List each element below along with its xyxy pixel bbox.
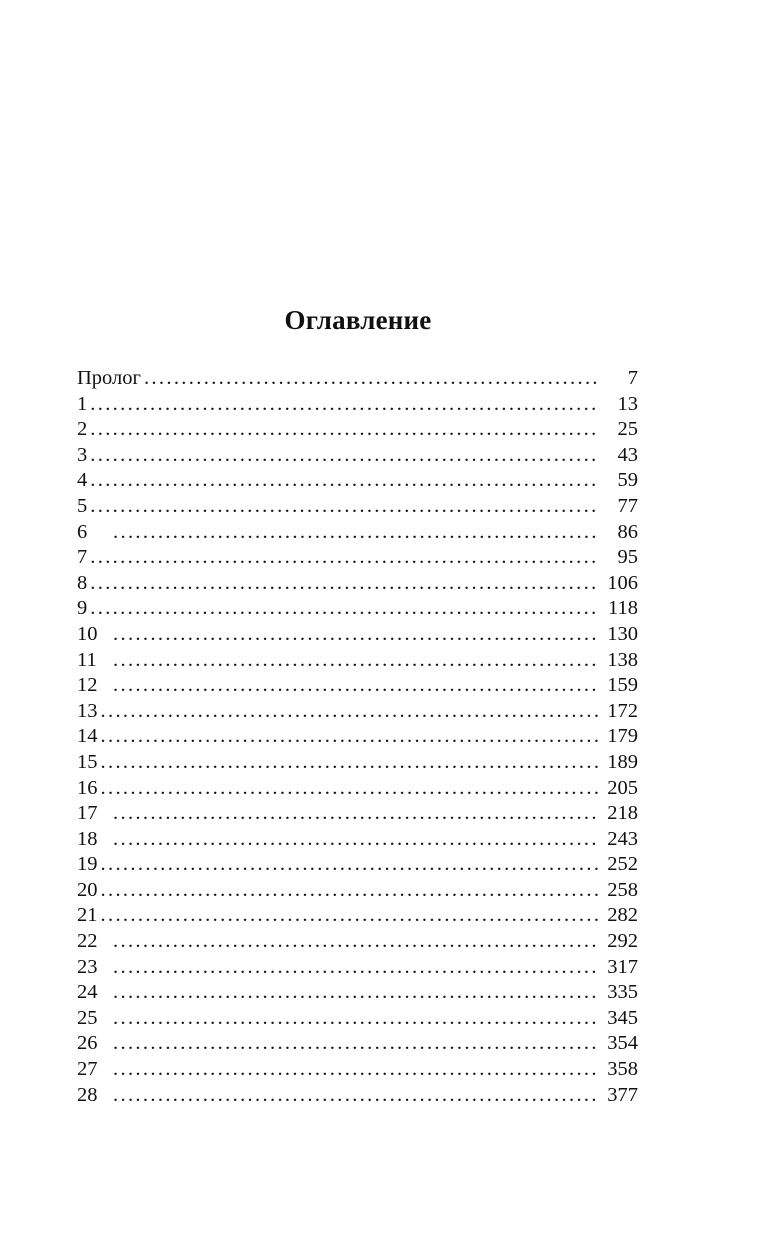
- toc-entry-label: 1: [77, 392, 88, 415]
- toc-entry[interactable]: [77, 878, 638, 904]
- toc-entry[interactable]: [77, 776, 638, 802]
- toc-entry-page: 118: [608, 597, 638, 620]
- toc-entry-page: 138: [607, 648, 638, 671]
- toc-entry-label: 4: [77, 469, 88, 492]
- toc-entry-page: 354: [607, 1032, 638, 1055]
- toc-entry[interactable]: [77, 827, 638, 853]
- toc-entry[interactable]: [77, 648, 638, 674]
- toc-entry-page: 335: [607, 981, 638, 1004]
- toc-leader-dots: [113, 827, 599, 853]
- toc-entry-page: 358: [607, 1058, 638, 1081]
- toc-entry-page: 292: [607, 930, 638, 953]
- toc-entry[interactable]: [77, 750, 638, 776]
- toc-leader-dots: [113, 622, 599, 648]
- toc-entry[interactable]: [77, 366, 638, 392]
- toc-leader-dots: [144, 366, 599, 392]
- toc-entry[interactable]: [77, 520, 638, 546]
- toc-entry-label: 16: [77, 776, 98, 799]
- toc-entry-label: 18: [77, 827, 98, 850]
- toc-entry-page: 218: [607, 802, 638, 825]
- toc-leader-dots: [101, 750, 600, 776]
- toc-entry-label: 23: [77, 955, 98, 978]
- toc-leader-dots: [90, 596, 599, 622]
- toc-entry-label: 20: [77, 878, 98, 901]
- toc-entry-page: 258: [607, 878, 638, 901]
- toc-leader-dots: [113, 520, 599, 546]
- toc-leader-dots: [113, 1057, 599, 1083]
- toc-entry-page: 43: [617, 443, 638, 466]
- toc-entry-page: 77: [617, 494, 638, 517]
- toc-entry-label: 5: [77, 494, 88, 517]
- toc-entry-page: 179: [607, 725, 638, 748]
- toc-entry-label: 11: [77, 648, 97, 671]
- toc-entry[interactable]: [77, 545, 638, 571]
- toc-entry[interactable]: [77, 1031, 638, 1057]
- toc-leader-dots: [90, 443, 599, 469]
- toc-entry-label: 3: [77, 443, 88, 466]
- table-of-contents: [77, 366, 638, 1108]
- toc-entry-label: 22: [77, 930, 98, 953]
- toc-entry-label: 12: [77, 674, 98, 697]
- toc-entry-page: 25: [617, 418, 638, 441]
- toc-entry-label: 9: [77, 597, 88, 620]
- toc-leader-dots: [113, 929, 599, 955]
- toc-entry-label: Пролог: [77, 367, 141, 389]
- toc-leader-dots: [113, 1006, 599, 1032]
- toc-entry[interactable]: [77, 955, 638, 981]
- toc-entry[interactable]: [77, 443, 638, 469]
- toc-entry-page: 243: [607, 827, 638, 850]
- toc-leader-dots: [101, 724, 600, 750]
- toc-leader-dots: [101, 699, 600, 725]
- toc-entry-label: 25: [77, 1006, 98, 1029]
- toc-entry-page: 86: [617, 520, 638, 543]
- toc-entry[interactable]: [77, 596, 638, 622]
- toc-entry-page: 317: [607, 955, 638, 978]
- toc-entry-label: 28: [77, 1083, 98, 1106]
- toc-entry[interactable]: [77, 980, 638, 1006]
- toc-entry-page: 282: [607, 904, 638, 927]
- toc-leader-dots: [113, 1083, 599, 1109]
- toc-entry-page: 159: [607, 674, 638, 697]
- toc-entry[interactable]: [77, 392, 638, 418]
- toc-entry[interactable]: [77, 1083, 638, 1109]
- toc-entry-label: 2: [77, 418, 88, 441]
- toc-entry[interactable]: [77, 622, 638, 648]
- toc-leader-dots: [113, 648, 599, 674]
- toc-leader-dots: [113, 1031, 599, 1057]
- toc-leader-dots: [90, 417, 599, 443]
- toc-leader-dots: [90, 545, 599, 571]
- toc-entry-label: 14: [77, 725, 98, 748]
- toc-entry[interactable]: [77, 903, 638, 929]
- toc-leader-dots: [113, 801, 599, 827]
- toc-entry[interactable]: [77, 1006, 638, 1032]
- toc-entry-page: 377: [607, 1083, 638, 1106]
- toc-leader-dots: [101, 776, 600, 802]
- toc-leader-dots: [90, 468, 599, 494]
- toc-leader-dots: [113, 673, 599, 699]
- toc-entry[interactable]: [77, 494, 638, 520]
- toc-entry-label: 21: [77, 904, 98, 927]
- toc-leader-dots: [101, 852, 600, 878]
- page-title: Оглавление: [284, 305, 432, 335]
- toc-entry[interactable]: [77, 417, 638, 443]
- toc-entry[interactable]: [77, 571, 638, 597]
- toc-entry-label: 13: [77, 699, 98, 722]
- toc-entry-label: 27: [77, 1058, 98, 1081]
- toc-entry-label: 7: [77, 546, 88, 569]
- toc-leader-dots: [90, 392, 599, 418]
- toc-leader-dots: [90, 494, 599, 520]
- toc-leader-dots: [113, 980, 599, 1006]
- toc-entry-label: 17: [77, 802, 98, 825]
- toc-leader-dots: [101, 878, 600, 904]
- toc-entry[interactable]: [77, 724, 638, 750]
- toc-leader-dots: [90, 571, 599, 597]
- toc-entry-page: 345: [607, 1006, 638, 1029]
- toc-entry[interactable]: [77, 1057, 638, 1083]
- toc-entry-page: 252: [607, 853, 638, 876]
- toc-entry-label: 8: [77, 571, 88, 594]
- toc-entry[interactable]: [77, 801, 638, 827]
- toc-entry-label: 24: [77, 981, 98, 1004]
- toc-entry-label: 19: [77, 853, 98, 876]
- toc-entry-page: 205: [607, 776, 638, 799]
- toc-entry-page: 130: [607, 622, 638, 645]
- toc-entry-label: 6: [77, 520, 88, 543]
- toc-entry-page: 13: [617, 392, 638, 415]
- toc-entry-page: 189: [607, 750, 638, 773]
- toc-entry[interactable]: [77, 852, 638, 878]
- toc-entry[interactable]: [77, 468, 638, 494]
- toc-entry-page: 7: [627, 367, 638, 389]
- toc-entry[interactable]: [77, 673, 638, 699]
- toc-leader-dots: [101, 903, 600, 929]
- toc-entry-page: 172: [607, 699, 638, 722]
- toc-leader-dots: [113, 955, 599, 981]
- toc-entry-page: 59: [617, 469, 638, 492]
- toc-entry-page: 106: [607, 571, 638, 594]
- toc-entry[interactable]: [77, 929, 638, 955]
- toc-entry-label: 10: [77, 622, 98, 645]
- toc-entry[interactable]: [77, 699, 638, 725]
- toc-entry-label: 15: [77, 750, 98, 773]
- toc-entry-label: 26: [77, 1032, 98, 1055]
- toc-entry-page: 95: [617, 546, 638, 569]
